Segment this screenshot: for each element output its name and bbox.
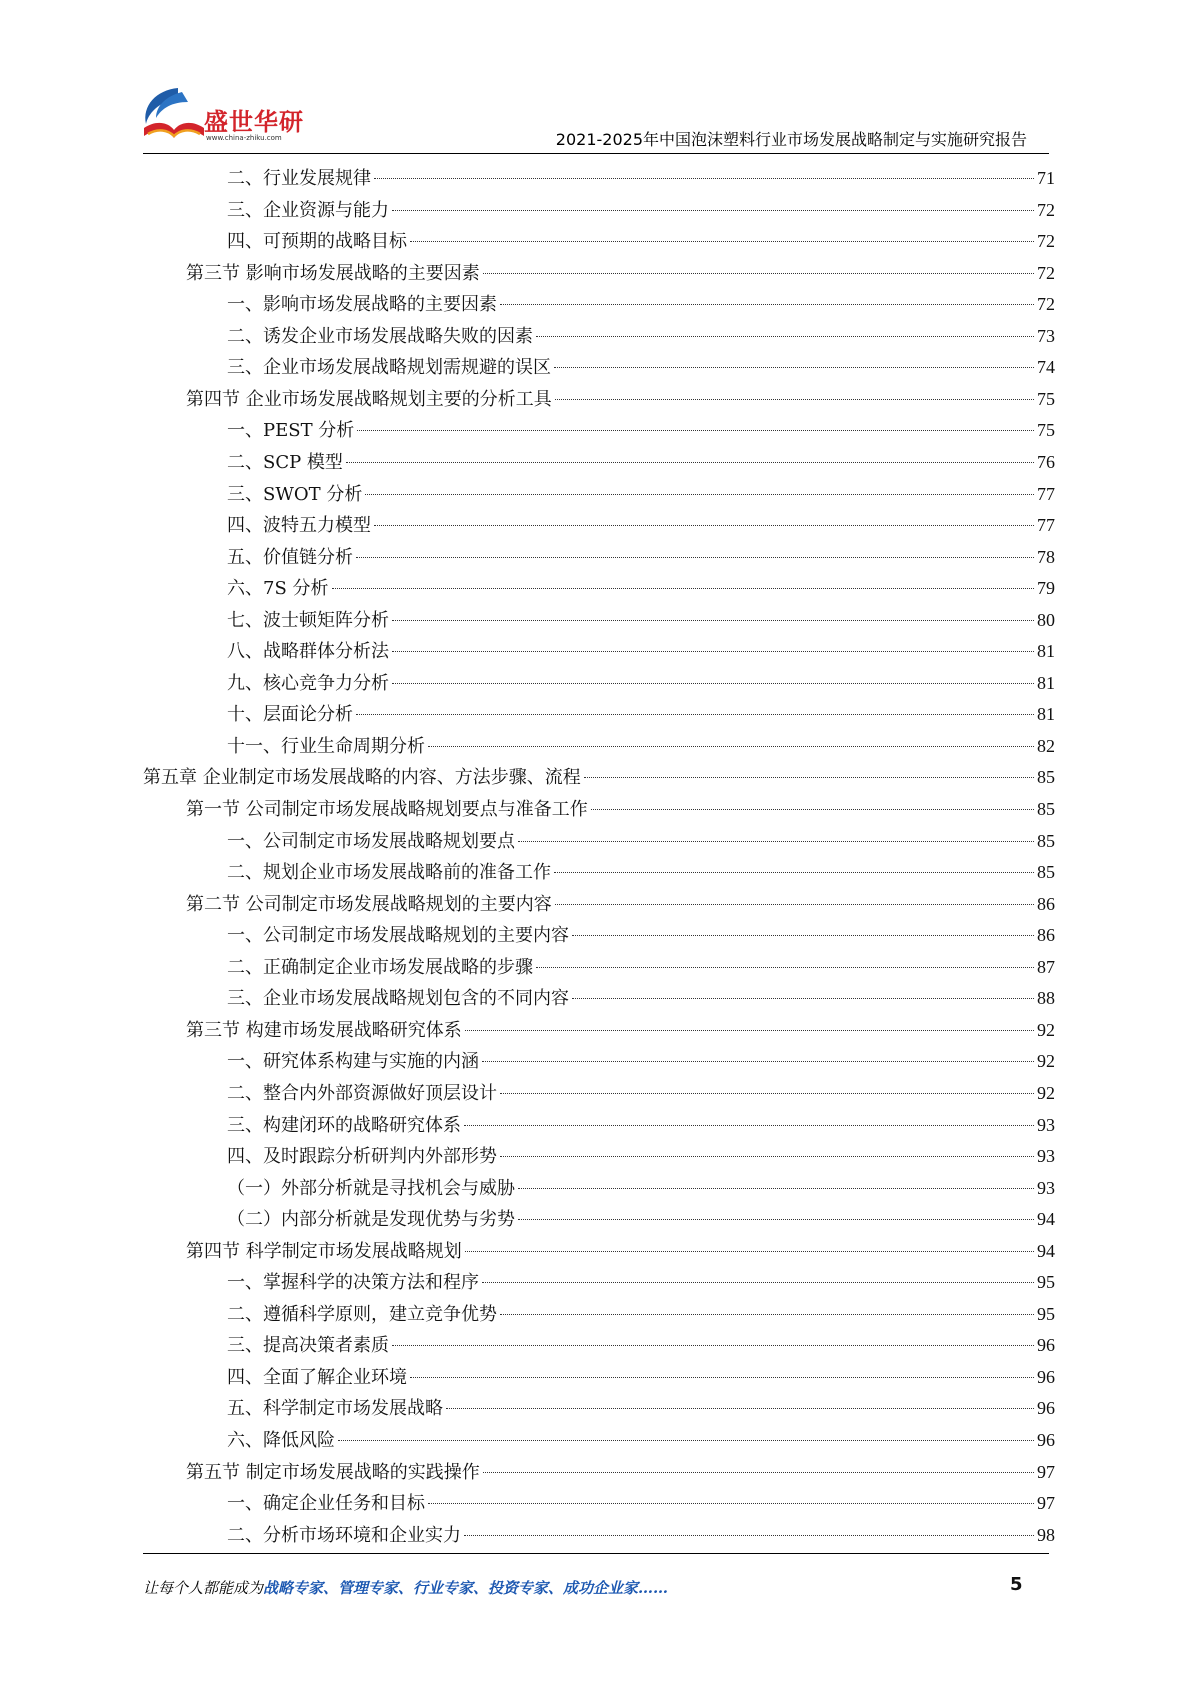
toc-leader-dots [464,1125,1034,1126]
toc-entry[interactable] [227,1488,1055,1519]
toc-entry-label: 五、科学制定市场发展战略 [227,1398,443,1420]
toc-leader-dots [357,430,1034,431]
toc-entry-page: 77 [1037,515,1055,536]
footer-divider [143,1553,1049,1554]
toc-entry-page: 85 [1037,767,1055,788]
toc-entry[interactable] [227,1393,1055,1424]
toc-entry-label: 四、全面了解企业环境 [227,1366,407,1388]
toc-entry-page: 95 [1037,1303,1055,1324]
company-logo [138,84,308,146]
toc-entry-label: 第五节 制定市场发展战略的实践操作 [186,1461,480,1483]
toc-entry[interactable] [227,731,1055,762]
toc-entry-page: 75 [1037,388,1055,409]
toc-leader-dots [392,620,1034,621]
toc-entry-page: 72 [1037,199,1055,220]
toc-entry-page: 93 [1037,1146,1055,1167]
toc-entry-label: 第二节 公司制定市场发展战略规划的主要内容 [186,893,552,915]
toc-entry[interactable] [227,479,1055,510]
toc-entry[interactable] [227,1330,1055,1361]
toc-entry[interactable] [227,668,1055,699]
toc-entry[interactable] [227,983,1055,1014]
toc-entry[interactable] [186,889,1055,920]
toc-entry[interactable] [227,510,1055,541]
toc-entry[interactable] [227,573,1055,604]
toc-entry-label: 第四节 企业市场发展战略规划主要的分析工具 [186,388,552,410]
toc-entry-label: 四、及时跟踪分析研判内外部形势 [227,1146,497,1168]
toc-entry-page: 96 [1037,1366,1055,1387]
toc-entry[interactable] [186,1236,1055,1267]
toc-entry[interactable] [227,415,1055,446]
toc-entry[interactable] [227,920,1055,951]
toc-leader-dots [555,904,1034,905]
toc-leader-dots [518,841,1034,842]
toc-leader-dots [482,1282,1034,1283]
toc-entry-page: 87 [1037,956,1055,977]
toc-entry[interactable] [227,1141,1055,1172]
toc-entry[interactable] [227,636,1055,667]
toc-entry[interactable] [227,289,1055,320]
toc-entry-label: 六、降低风险 [227,1430,335,1451]
toc-entry[interactable] [227,352,1055,383]
toc-entry-label: 第五章 企业制定市场发展战略的内容、方法步骤、流程 [143,767,581,789]
toc-leader-dots [410,1377,1034,1378]
toc-entry-label: 一、确定企业任务和目标 [227,1493,425,1515]
toc-entry-label: 四、波特五力模型 [227,515,371,537]
toc-leader-dots [356,714,1034,715]
toc-entry-label: 二、整合内外部资源做好顶层设计 [227,1082,497,1104]
toc-leader-dots [483,273,1034,274]
toc-leader-dots [464,1535,1034,1536]
toc-leader-dots [554,367,1034,368]
toc-entry-label: 一、影响市场发展战略的主要因素 [227,294,497,316]
toc-entry-page: 98 [1037,1524,1055,1545]
toc-entry-page: 86 [1037,893,1055,914]
toc-entry-page: 81 [1037,641,1055,662]
toc-entry-label: 三、企业市场发展战略规划需规避的误区 [227,357,551,379]
toc-entry-page: 96 [1037,1335,1055,1356]
toc-entry[interactable] [227,826,1055,857]
toc-leader-dots [465,1030,1034,1031]
toc-entry-label: 四、可预期的战略目标 [227,231,407,253]
toc-entry[interactable] [227,952,1055,983]
toc-leader-dots [500,1093,1034,1094]
toc-entry[interactable] [227,226,1055,257]
logo-url: www.china-zhiku.com [206,134,282,142]
toc-entry-label: 三、构建闭环的战略研究体系 [227,1114,461,1136]
toc-entry-page: 74 [1037,357,1055,378]
toc-entry-label: 一、研究体系构建与实施的内涵 [227,1051,479,1073]
toc-leader-dots [500,1314,1034,1315]
toc-entry-page: 92 [1037,1051,1055,1072]
toc-entry-page: 85 [1037,830,1055,851]
toc-entry-label: 三、提高决策者素质 [227,1335,389,1357]
toc-leader-dots [554,872,1034,873]
toc-entry-label: 八、战略群体分析法 [227,641,389,663]
toc-leader-dots [555,399,1034,400]
footer-slogan-highlight: 战略专家、管理专家、行业专家、投资专家、成功企业家…… [263,1579,669,1597]
toc-entry-label: （二）内部分析就是发现优势与劣势 [227,1209,515,1231]
toc-leader-dots [572,935,1034,936]
toc-leader-dots [374,525,1034,526]
toc-leader-dots [536,967,1034,968]
toc-leader-dots [446,1408,1034,1409]
toc-leader-dots [483,1472,1034,1473]
toc-entry-page: 95 [1037,1272,1055,1293]
logo-name: 盛世华研 [204,108,304,136]
toc-leader-dots [536,336,1034,337]
toc-entry-page: 71 [1037,168,1055,188]
header-divider [143,153,1049,154]
toc-leader-dots [572,998,1034,999]
toc-entry-page: 72 [1037,231,1055,252]
toc-entry-label: 二、行业发展规律 [227,168,371,189]
toc-leader-dots [584,777,1034,778]
toc-leader-dots [332,588,1034,589]
toc-entry-page: 81 [1037,672,1055,693]
toc-entry-label: 七、波士顿矩阵分析 [227,609,389,631]
toc-entry-label: 三、SWOT 分析 [227,483,363,505]
toc-entry-page: 72 [1037,262,1055,283]
toc-entry-label: 六、7S 分析 [227,578,329,600]
toc-entry-page: 88 [1037,988,1055,1009]
toc-entry[interactable] [227,1046,1055,1077]
toc-leader-dots [428,1503,1034,1504]
toc-entry-label: 二、规划企业市场发展战略前的准备工作 [227,862,551,884]
toc-entry-page: 93 [1037,1114,1055,1135]
toc-entry-page: 86 [1037,925,1055,946]
toc-entry-label: 一、掌握科学的决策方法和程序 [227,1272,479,1294]
toc-entry[interactable] [227,321,1055,352]
toc-entry-page: 73 [1037,325,1055,346]
toc-leader-dots [518,1188,1034,1189]
toc-entry-page: 92 [1037,1082,1055,1103]
toc-entry-page: 92 [1037,1019,1055,1040]
toc-entry-page: 76 [1037,451,1055,472]
toc-entry[interactable] [227,1204,1055,1235]
toc-leader-dots [518,1219,1034,1220]
toc-entry-page: 94 [1037,1209,1055,1230]
toc-entry[interactable] [227,1299,1055,1330]
toc-entry-label: 九、核心竞争力分析 [227,672,389,694]
toc-entry-page: 75 [1037,420,1055,441]
toc-entry-label: 第四节 科学制定市场发展战略规划 [186,1240,462,1262]
toc-entry-page: 82 [1037,735,1055,756]
toc-entry[interactable] [227,1520,1055,1551]
toc-entry-page: 78 [1037,546,1055,567]
toc-entry[interactable] [227,1078,1055,1109]
toc-entry[interactable] [227,605,1055,636]
toc-leader-dots [365,494,1034,495]
toc-leader-dots [392,1345,1034,1346]
toc-leader-dots [591,809,1034,810]
toc-entry[interactable] [186,1457,1055,1488]
footer-slogan-prefix: 让每个人都能成为 [143,1579,264,1597]
toc-entry-label: 二、分析市场环境和企业实力 [227,1524,461,1546]
footer-slogan [143,1577,668,1598]
book-swoosh-logo-icon [138,84,208,146]
toc-entry[interactable] [227,857,1055,888]
toc-leader-dots [465,1251,1034,1252]
toc-entry-label: 一、PEST 分析 [227,420,355,442]
page-number: 5 [1010,1574,1023,1595]
toc-leader-dots [500,1156,1034,1157]
toc-entry-page: 72 [1037,294,1055,315]
toc-leader-dots [482,1061,1034,1062]
toc-entry[interactable] [227,195,1055,226]
toc-entry-label: 三、企业资源与能力 [227,199,389,221]
toc-leader-dots [428,746,1034,747]
toc-entry[interactable] [186,258,1055,289]
toc-entry-page: 80 [1037,609,1055,630]
toc-entry-page: 85 [1037,862,1055,883]
toc-entry-label: 五、价值链分析 [227,546,353,568]
toc-entry-label: 十、层面论分析 [227,704,353,726]
toc-entry-label: 十一、行业生命周期分析 [227,735,425,757]
toc-leader-dots [392,683,1034,684]
toc-entry-label: 一、公司制定市场发展战略规划要点 [227,830,515,852]
toc-entry-page: 94 [1037,1240,1055,1261]
toc-entry-label: 二、正确制定企业市场发展战略的步骤 [227,956,533,978]
toc-entry-page: 93 [1037,1177,1055,1198]
toc-leader-dots [500,304,1034,305]
toc-leader-dots [356,557,1034,558]
toc-entry-label: 二、SCP 模型 [227,451,343,473]
toc-entry-page: 97 [1037,1493,1055,1514]
toc-entry-page: 79 [1037,578,1055,599]
toc-entry-label: 第一节 公司制定市场发展战略规划要点与准备工作 [186,799,588,820]
toc-entry[interactable] [227,542,1055,573]
page-header [0,0,1191,160]
toc-entry[interactable] [186,384,1055,415]
toc-entry[interactable] [227,699,1055,730]
toc-leader-dots [346,462,1034,463]
toc-entry-label: 二、诱发企业市场发展战略失败的因素 [227,325,533,347]
toc-entry[interactable] [227,1173,1055,1204]
toc-entry[interactable] [227,163,1055,194]
toc-leader-dots [338,1440,1034,1441]
toc-leader-dots [410,241,1034,242]
toc-entry-page: 85 [1037,799,1055,819]
toc-entry[interactable] [227,1425,1055,1456]
toc-entry-page: 81 [1037,704,1055,725]
toc-entry-page: 96 [1037,1430,1055,1450]
toc-entry-label: （一）外部分析就是寻找机会与威胁 [227,1177,515,1199]
toc-entry[interactable] [227,447,1055,478]
toc-leader-dots [392,210,1034,211]
toc-entry-label: 三、企业市场发展战略规划包含的不同内容 [227,988,569,1010]
toc-entry-page: 77 [1037,483,1055,504]
toc-entry[interactable] [227,1362,1055,1393]
document-title: 2021-2025年中国泡沫塑料行业市场发展战略制定与实施研究报告 [555,130,1027,149]
toc-entry[interactable] [227,1267,1055,1298]
toc-entry[interactable] [186,794,1055,825]
toc-entry-label: 第三节 构建市场发展战略研究体系 [186,1019,462,1041]
toc-entry-label: 二、遵循科学原则，建立竞争优势 [227,1303,497,1325]
toc-entry-label: 第三节 影响市场发展战略的主要因素 [186,262,480,284]
toc-entry-page: 97 [1037,1461,1055,1482]
toc-entry-label: 一、公司制定市场发展战略规划的主要内容 [227,925,569,947]
toc-leader-dots [392,651,1034,652]
toc-entry[interactable] [186,1015,1055,1046]
toc-entry-page: 96 [1037,1398,1055,1419]
toc-entry[interactable] [143,762,1055,793]
toc-entry[interactable] [227,1110,1055,1141]
toc-leader-dots [374,178,1034,179]
